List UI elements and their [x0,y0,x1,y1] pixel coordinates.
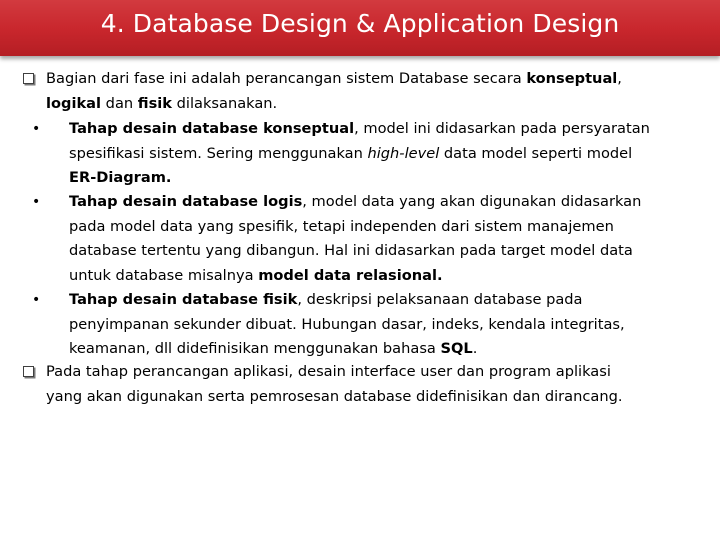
bullet-dot-icon: • [32,292,41,308]
bullet-logis: Tahap desain database logis, model data yang akan digunakan didasarkan pada model data yang spesifik, tetapi independen dari sistem manajemen database tertentu yang dibangun. Hal ini didasarkan pada target model data untuk database misalnya model data relasional. [69,193,642,284]
slide-title: 4. Database Design & Application Design [100,8,620,38]
checkbox-bullet-icon [23,73,34,84]
bullet-dot-icon: • [32,121,41,137]
bullet-konseptual: Tahap desain database konseptual, model ini didasarkan pada persyaratan spesifikasi sistem. Sering menggunakan high-level data model seperti model ER-Diagram. [69,120,650,187]
paragraph-2: Pada tahap perancangan aplikasi, desain interface user dan program aplikasi yang akan digunakan serta pemrosesan database didefinisikan dan dirancang. [46,363,623,405]
checkbox-bullet-icon [23,366,34,377]
bullet-fisik: Tahap desain database fisik, deskripsi pelaksanaan database pada penyimpanan sekunder dibuat. Hubungan dasar, indeks, kendala integritas, keamanan, dll didefinisikan menggunakan bahasa SQL. [69,291,625,358]
paragraph-1-line-1: Bagian dari fase ini adalah perancangan sistem Database secara konseptual, [46,70,622,87]
title-bar [0,0,720,56]
paragraph-1 [46,67,622,116]
bullet-dot-icon: • [32,194,41,210]
paragraph-1-line-2: logikal dan fisik dilaksanakan. [46,94,278,112]
